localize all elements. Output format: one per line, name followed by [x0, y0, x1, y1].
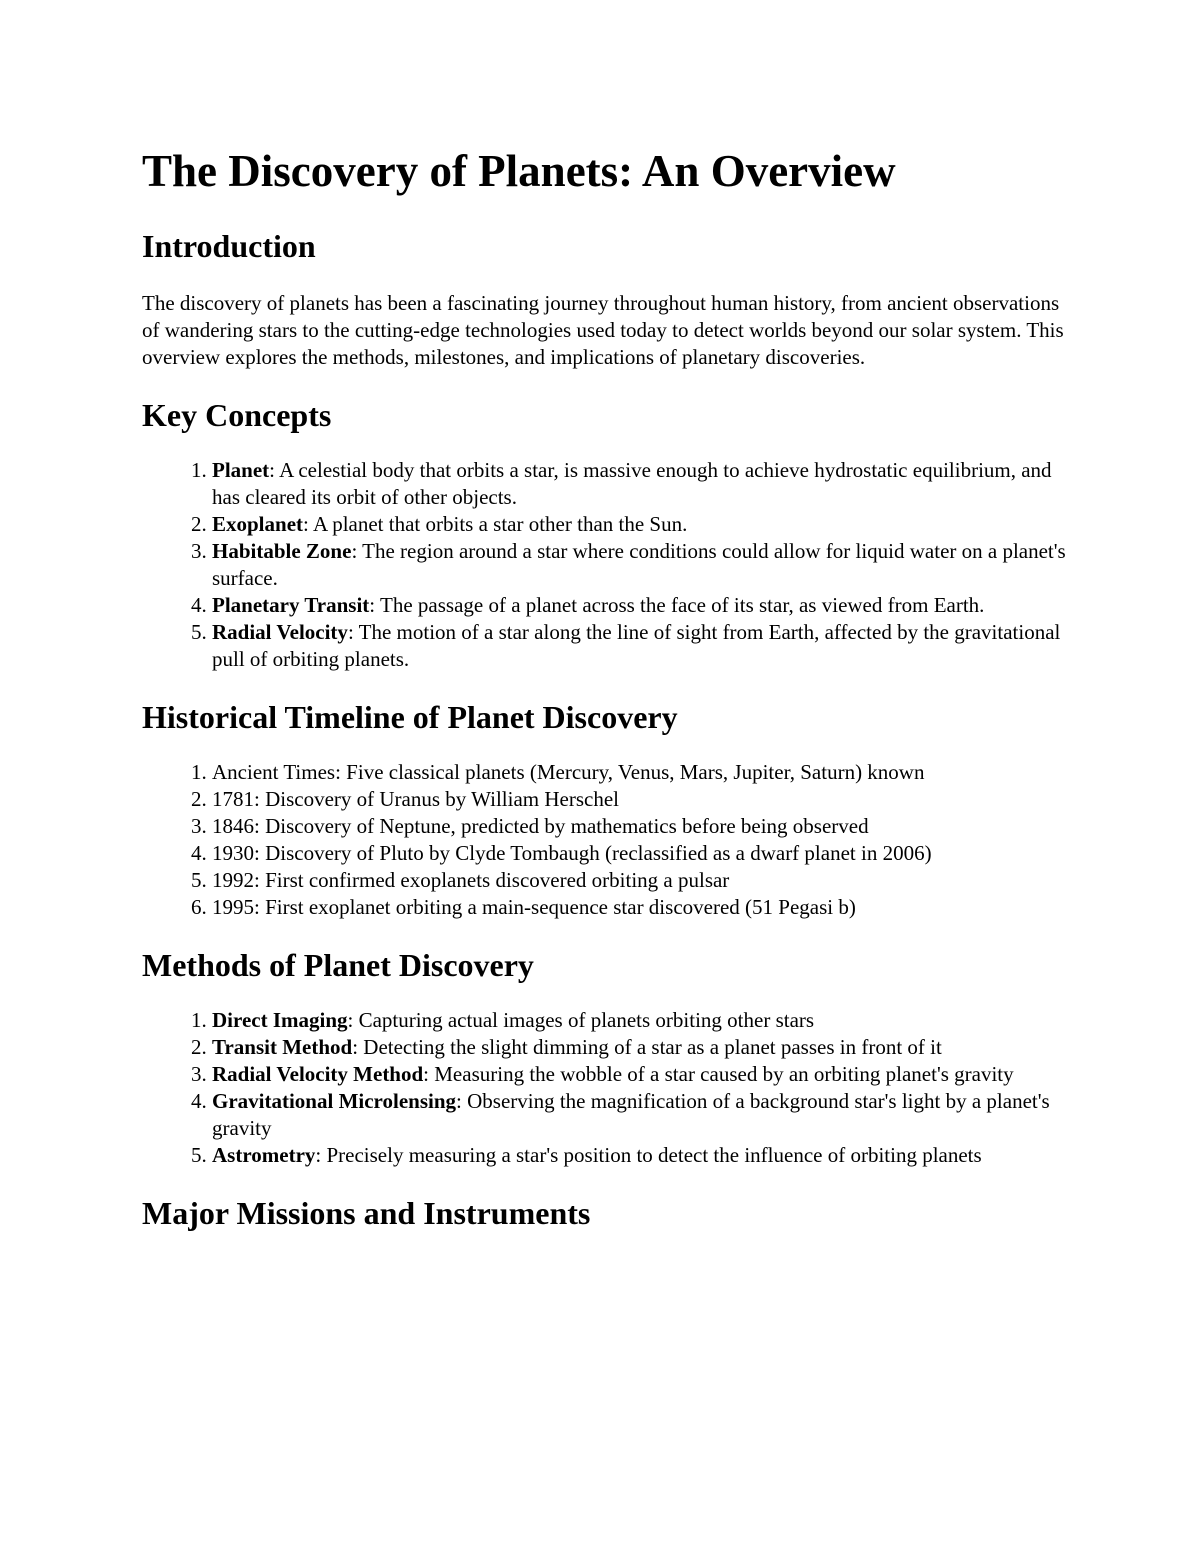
list-item: 5. 1992: First confirmed exoplanets discovered orbiting a pulsar — [212, 867, 1067, 894]
term-description: : Precisely measuring a star's position to detect the influence of orbiting planets — [315, 1143, 982, 1167]
list-item: 4. 1930: Discovery of Pluto by Clyde Tombaugh (reclassified as a dwarf planet in 2006) — [212, 840, 1067, 867]
introduction-heading: Introduction — [142, 228, 316, 264]
missions-heading: Major Missions and Instruments — [142, 1195, 591, 1231]
term: Radial Velocity — [212, 620, 348, 644]
term-description: : A celestial body that orbits a star, is massive enough to achieve hydrostatic equilibrium, and has cleared its orbit of other objects. — [212, 458, 1052, 509]
list-item — [212, 457, 1067, 511]
term: Planetary Transit — [212, 593, 370, 617]
list-item — [212, 1034, 1067, 1061]
list-item: 1. Ancient Times: Five classical planets (Mercury, Venus, Mars, Jupiter, Saturn) known — [212, 759, 1067, 786]
key-concepts-list — [142, 457, 1067, 673]
list-item: 3. 1846: Discovery of Neptune, predicted by mathematics before being observed — [212, 813, 1067, 840]
list-item — [212, 619, 1067, 673]
term: Habitable Zone — [212, 539, 352, 563]
term: Transit Method — [212, 1035, 353, 1059]
term-description: : The region around a star where conditions could allow for liquid water on a planet's surface. — [212, 539, 1066, 590]
list-item — [212, 1061, 1067, 1088]
timeline-list — [142, 759, 1067, 921]
list-item — [212, 1088, 1067, 1142]
term: Exoplanet — [212, 512, 304, 536]
list-item — [212, 538, 1067, 592]
list-item — [212, 592, 1067, 619]
term: Astrometry — [212, 1143, 316, 1167]
document-page — [142, 140, 1067, 1235]
term: Gravitational Microlensing — [212, 1089, 457, 1113]
term-description: : Observing the magnification of a background star's light by a planet's gravity — [212, 1089, 1050, 1140]
list-item — [212, 1007, 1067, 1034]
key-concepts-heading: Key Concepts — [142, 397, 332, 433]
term-description: : A planet that orbits a star other than the Sun. — [303, 512, 688, 536]
term: Radial Velocity Method — [212, 1062, 424, 1086]
list-item: 6. 1995: First exoplanet orbiting a main-sequence star discovered (51 Pegasi b) — [212, 894, 1067, 921]
document-title: The Discovery of Planets: An Overview — [142, 146, 896, 196]
list-item — [212, 1142, 1067, 1169]
term-description: : The passage of a planet across the face of its star, as viewed from Earth. — [369, 593, 985, 617]
term-description: : Measuring the wobble of a star caused by an orbiting planet's gravity — [423, 1062, 1014, 1086]
term: Direct Imaging — [212, 1008, 348, 1032]
introduction-paragraph: The discovery of planets has been a fascinating journey throughout human history, from ancient observations of wandering stars to the cutting-edge technologies used today to detect worlds beyond our solar system. This overview explores the methods, milestones, and implications of planetary discoveries. — [142, 291, 1064, 369]
timeline-heading: Historical Timeline of Planet Discovery — [142, 699, 678, 735]
term-description: : The motion of a star along the line of sight from Earth, affected by the gravitational pull of orbiting planets. — [212, 620, 1061, 671]
methods-list — [142, 1007, 1067, 1169]
term: Planet — [212, 458, 270, 482]
term-description: : Capturing actual images of planets orbiting other stars — [347, 1008, 815, 1032]
list-item: 2. 1781: Discovery of Uranus by William Herschel — [212, 786, 1067, 813]
methods-heading: Methods of Planet Discovery — [142, 947, 534, 983]
list-item — [212, 511, 1067, 538]
term-description: : Detecting the slight dimming of a star as a planet passes in front of it — [352, 1035, 942, 1059]
